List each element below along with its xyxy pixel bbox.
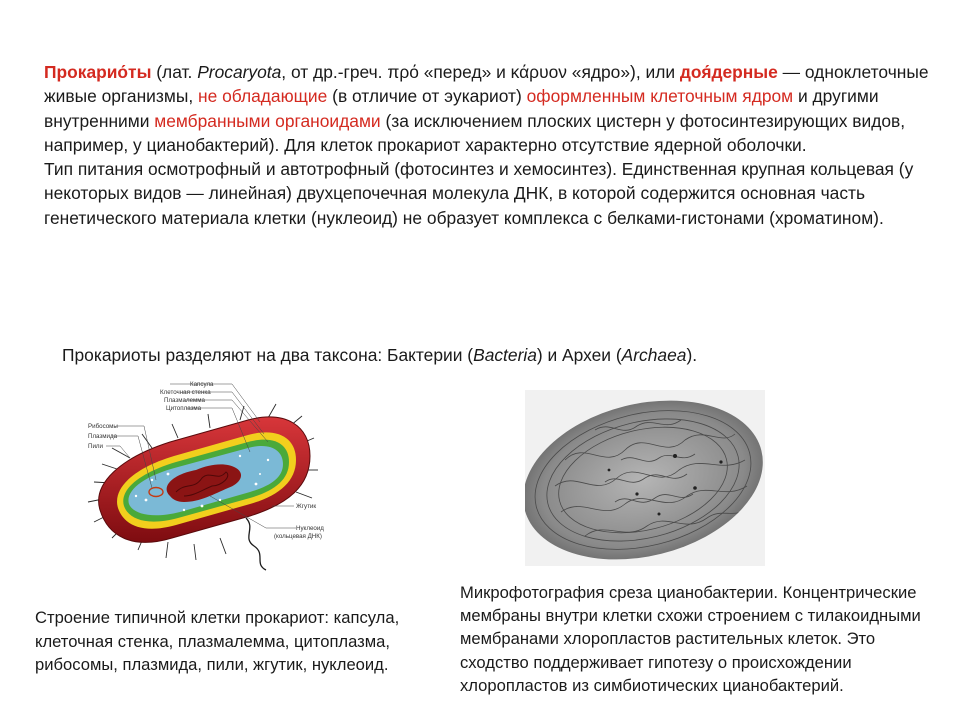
text-run: ). — [686, 345, 698, 365]
text-run: , от др.-греч. πρό «перед» и κάρυον «ядро»), или — [281, 62, 680, 82]
label-cell-wall: Клеточная стенка — [160, 389, 211, 396]
text-run: ) и Археи ( — [536, 345, 622, 365]
label-flagellum: Жгутик — [296, 503, 317, 510]
label-ribosomes: Рибосомы — [88, 423, 118, 430]
highlight-membrane-organelles: мембранными органоидами — [154, 110, 381, 131]
taxa-line — [62, 343, 697, 367]
highlight-cell-nucleus: оформленным клеточным ядром — [526, 86, 794, 107]
intro-text-block — [44, 60, 934, 230]
text-run: — одноклеточные живые организмы, — [44, 62, 929, 107]
label-nucleoid-note: (кольцевая ДНК) — [274, 533, 322, 540]
cyanobacteria-micrograph — [525, 390, 765, 566]
label-capsule: Капсула — [190, 381, 214, 388]
label-cytoplasm: Цитоплазма — [166, 405, 202, 412]
label-plasmid: Плазмида — [88, 433, 118, 440]
micrograph-caption: Микрофотография среза цианобактерии. Концентрические мембраны внутри клетки схожи строением с тилакоидными мембранами хлоропластов растительных клеток. Это сходство поддерживает гипотезу о происхождении хлоропластов из симбиотических цианобактерий. — [460, 583, 921, 695]
label-plasmalemma: Плазмалемма — [164, 397, 205, 404]
flagellum-shape — [246, 518, 266, 570]
latin-archaea: Archaea — [621, 345, 687, 365]
text-run: (в отличие от эукариот) — [327, 86, 527, 107]
highlight-no-nucleus: не обладающие — [197, 86, 328, 107]
diagram-caption: Строение типичной клетки прокариот: капсула, клеточная стенка, плазмалемма, цитоплазма, рибосомы, плазмида, пили, жгутик, нуклеоид. — [35, 608, 400, 674]
text-run: и другими внутренними — [44, 86, 879, 131]
text-run: Прокариоты разделяют на два таксона: Бактерии ( — [62, 345, 474, 365]
text-run: (за исключением плоских цистерн у фотосинтезирующих видов, например, у цианобактерий). Для клеток прокариот характерно отсутствие ядерной оболочки. — [44, 110, 906, 155]
term-prokaryotes: Прокарио́ты — [44, 62, 152, 82]
latin-name: Procaryota — [197, 62, 282, 82]
term-prenuclear: доя́дерные — [679, 62, 778, 82]
intro-paragraph-1 — [44, 60, 934, 157]
label-nucleoid: Нуклеоид — [296, 525, 324, 532]
label-pili: Пили — [88, 443, 103, 450]
latin-bacteria: Bacteria — [473, 345, 537, 365]
prokaryote-cell-diagram — [60, 378, 330, 578]
text-run: (лат. — [151, 62, 198, 82]
intro-paragraph-2: Тип питания осмотрофный и автотрофный (фотосинтез и хемосинтез). Единственная крупная кольцевая (у некоторых видов — линейная) двухцепочечная молекула ДНК, в которой содержится основная часть генетического материала клетки (нуклеоид) не образует комплекса с белками-гистонами (хроматином). — [44, 159, 914, 228]
